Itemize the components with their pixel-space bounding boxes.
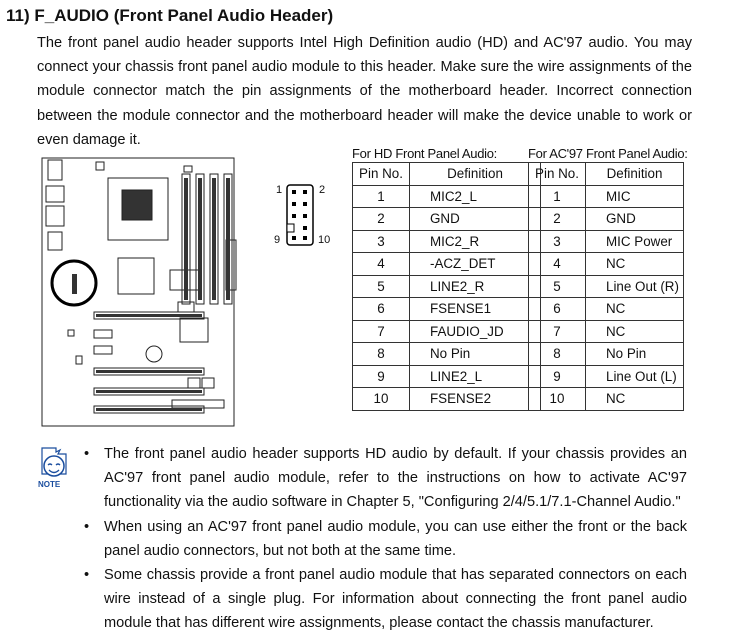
table-row — [529, 230, 684, 253]
table-row — [529, 388, 684, 411]
table-header-row — [529, 163, 684, 186]
pin-label-9: 9 — [274, 234, 281, 246]
pin-number-cell: 4 — [529, 253, 586, 276]
hd-pin-table — [352, 162, 541, 411]
table-row — [353, 253, 541, 276]
table-row — [529, 208, 684, 231]
pin-number-cell: 8 — [353, 343, 410, 366]
pin-definition-cell: MIC — [586, 185, 684, 208]
pin-number-cell: 6 — [353, 298, 410, 321]
pin-number-cell: 3 — [353, 230, 410, 253]
table-row — [529, 320, 684, 343]
header-pin-no: Pin No. — [529, 163, 586, 186]
pin-label-10: 10 — [318, 234, 331, 246]
table-row — [353, 343, 541, 366]
pin-number-cell: 8 — [529, 343, 586, 366]
table-row — [529, 185, 684, 208]
pin-header-icon — [286, 184, 314, 246]
table-row — [353, 230, 541, 253]
pin-definition-cell: NC — [586, 320, 684, 343]
pin-number-cell: 2 — [529, 208, 586, 231]
header-definition: Definition — [586, 163, 684, 186]
table-row — [353, 388, 541, 411]
pin-definition-cell: -ACZ_DET — [410, 253, 541, 276]
pin-number-cell: 7 — [529, 320, 586, 343]
note-bullet: • Some chassis provide a front panel audio module that has separated connectors on each wire instead of a single plug. For information about connecting the front panel audio module that has different wire assignments, please contact the chassis manufacturer. — [84, 563, 687, 636]
pin-definition-cell: FSENSE1 — [410, 298, 541, 321]
table-row — [529, 275, 684, 298]
pin-definition-cell: Line Out (L) — [586, 365, 684, 388]
table-header-row — [353, 163, 541, 186]
pin-definition-cell: LINE2_R — [410, 275, 541, 298]
ac97-pin-table — [528, 162, 684, 411]
pin-definition-cell: NC — [586, 298, 684, 321]
pin-number-cell: 1 — [529, 185, 586, 208]
table-row — [353, 208, 541, 231]
table-row — [529, 343, 684, 366]
motherboard-diagram — [38, 150, 248, 430]
table-row — [353, 275, 541, 298]
pin-number-cell: 9 — [529, 365, 586, 388]
note-label: NOTE — [38, 480, 61, 489]
pin-definition-cell: MIC Power — [586, 230, 684, 253]
pin-definition-cell: NC — [586, 388, 684, 411]
table-row — [529, 365, 684, 388]
table-row — [353, 365, 541, 388]
pin-definition-cell: No Pin — [586, 343, 684, 366]
pin-definition-cell: Line Out (R) — [586, 275, 684, 298]
pin-number-cell: 2 — [353, 208, 410, 231]
pin-number-cell: 10 — [353, 388, 410, 411]
pin-number-cell: 9 — [353, 365, 410, 388]
pin-definition-cell: GND — [586, 208, 684, 231]
pin-number-cell: 5 — [529, 275, 586, 298]
table-row — [529, 253, 684, 276]
pin-number-cell: 3 — [529, 230, 586, 253]
table-row — [353, 185, 541, 208]
pin-number-cell: 7 — [353, 320, 410, 343]
note-icon — [34, 444, 74, 490]
pin-definition-cell: MIC2_L — [410, 185, 541, 208]
table-row — [353, 298, 541, 321]
section-title: 11) F_AUDIO (Front Panel Audio Header) — [6, 6, 334, 25]
pin-number-cell: 4 — [353, 253, 410, 276]
pin-number-cell: 10 — [529, 388, 586, 411]
pin-definition-cell: FAUDIO_JD — [410, 320, 541, 343]
ac97-table-caption: For AC'97 Front Panel Audio: — [528, 146, 688, 161]
pin-definition-cell: NC — [586, 253, 684, 276]
header-definition: Definition — [410, 163, 541, 186]
table-row — [529, 298, 684, 321]
note-bullet: • The front panel audio header supports HD audio by default. If your chassis provides an AC'97 front panel audio module, refer to the instructions on how to activate AC'97 functionality via the audio software in Chapter 5, "Configuring 2/4/5.1/7.1-Channel Audio." — [84, 442, 687, 515]
note-bullets — [84, 442, 687, 636]
note-bullet: • When using an AC'97 front panel audio module, you can use either the front or the back panel audio connectors, but not both at the same time. — [84, 515, 687, 563]
pin-number-cell: 1 — [353, 185, 410, 208]
pin-definition-cell: No Pin — [410, 343, 541, 366]
pin-definition-cell: GND — [410, 208, 541, 231]
pin-definition-cell: FSENSE2 — [410, 388, 541, 411]
pin-number-cell: 5 — [353, 275, 410, 298]
pin-label-2: 2 — [319, 184, 326, 196]
pin-number-cell: 6 — [529, 298, 586, 321]
pin-definition-cell: MIC2_R — [410, 230, 541, 253]
table-row — [353, 320, 541, 343]
intro-paragraph: The front panel audio header supports Intel High Definition audio (HD) and AC'97 audio. You may connect your chassis front panel audio module to this header. Make sure the wire assignments of the module connector match the pin assignments of the motherboard header. Incorrect connection between the module connector and the motherboard header will make the device unable to work or even damage it. — [37, 35, 692, 148]
header-pin-no: Pin No. — [353, 163, 410, 186]
hd-table-caption: For HD Front Panel Audio: — [352, 146, 497, 161]
pin-definition-cell: LINE2_L — [410, 365, 541, 388]
pin-label-1: 1 — [276, 184, 283, 196]
